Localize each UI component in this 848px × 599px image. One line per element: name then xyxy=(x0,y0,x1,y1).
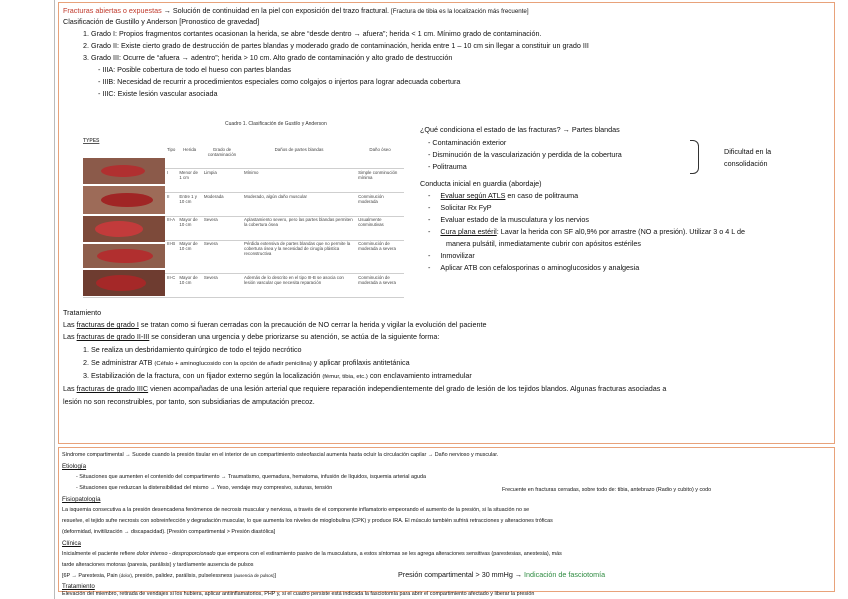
difficulty-line-1: Dificultad en la xyxy=(724,147,772,156)
page-margin-line xyxy=(54,0,55,599)
conduct-cura-line2: manera pulsátil, inmediatamente cubrir con apósitos estériles xyxy=(446,239,641,248)
treatment-step-3 xyxy=(83,372,472,381)
physiopathology-2: resuelve, el tejido sufre necrosis con sobreinfección y degradación muscular, lo que aumenta los niveles de mioglobulina (CPK) y produce IRA. El músculo también sufrirá retracciones y alteraciones tróficas xyxy=(62,518,553,524)
table-cell: Pérdida extensiva de partes blandas que no permite la cobertura ósea y la necesidad de cirugía plástica reconstructiva xyxy=(242,240,356,274)
six-p-c: , presión, palidez, parálisis, pulselessness xyxy=(131,573,234,579)
gustilo-table xyxy=(83,146,404,298)
six-p-d: (ausencia de pulsos) xyxy=(233,573,275,578)
title-note: [Fractura de tibia es la localización más frecuente] xyxy=(391,8,529,15)
table-cell: II xyxy=(165,193,177,217)
grade-1-underlined: fracturas de grado I xyxy=(76,320,139,329)
brace-bracket xyxy=(690,140,699,174)
col-contaminacion: Grado de contaminación xyxy=(202,146,242,169)
treatment-grade-3c xyxy=(63,385,666,393)
soft-tissue-question: ¿Qué condiciona el estado de las fracturas? → Partes blandas xyxy=(420,125,620,134)
bullet: - xyxy=(428,263,431,272)
step-3-note: (fémur, tibia, etc.) xyxy=(322,374,368,380)
table-cell: Conminución de moderada a severa xyxy=(356,274,404,298)
etiology-1: - Situaciones que aumenten el contenido del compartimento → Traumatismo, quemadura, hematoma, infusión de líquidos, isquemia arterial aguda xyxy=(76,474,426,480)
clinical-2: tarde alteraciones motoras (paresia, parálisis) y tardíamente ausencia de pulsos xyxy=(62,562,254,568)
bullet: - xyxy=(428,203,431,212)
classification-heading: Clasificación de Gustillo y Anderson [Pronostico de gravedad] xyxy=(63,17,260,26)
physiopathology-3: (deformidad, invitilización → discapacidad). [Presión compartimental > Presión diastólica] xyxy=(62,529,276,535)
pressure-text: Presión compartimental > 30 mmHg → xyxy=(398,570,523,579)
table-cell: Mayor de 10 cm xyxy=(177,216,201,240)
table-cell: Simple conminución mínima xyxy=(356,169,404,193)
table-cell: Además de lo descrito en el tipo III-B se asocia con lesión vascular que necesita reparación xyxy=(242,274,356,298)
col-dano-oseo: Daño óseo xyxy=(356,146,404,169)
conduct-cura xyxy=(428,228,745,236)
open-fractures-title xyxy=(63,7,529,15)
conduct-immobilize xyxy=(428,252,475,260)
wound-photos-icon xyxy=(83,146,165,296)
conduct-atls xyxy=(428,192,578,200)
frequency-note: Frecuente en fracturas cerradas, sobre todo de: tibia, antebrazo (Radio y cubito) y codo xyxy=(502,487,712,493)
treatment-grade-2-3 xyxy=(63,333,439,341)
cura-rest: : Lavar la herida con SF al0,9% por arrastre (NO a presión). Utilizar 3 o 4 L de xyxy=(496,227,745,236)
conduct-rx xyxy=(428,204,492,212)
treatment-step-2 xyxy=(83,359,410,368)
table-cell: Mínimo xyxy=(242,169,356,193)
six-p-a: [6P → Parestesia, Pain xyxy=(62,573,120,579)
table-cell: III-A xyxy=(165,216,177,240)
physiopathology-heading: Fisiopatología xyxy=(62,496,101,503)
compartment-intro: Síndrome compartimental → Sucede cuando la presión tisular en el interior de un compartimiento osteofascial aumenta hasta ocluir la circulación capilar → Daño nervioso y muscular. xyxy=(62,452,499,458)
text-rest: vienen acompañadas de una lesión arterial que requiere reparación independientemente del grado de lesión de los tejidos blandos. Algunas fracturas asociadas a xyxy=(148,384,667,393)
bullet: - xyxy=(428,227,431,236)
atls-rest: en caso de politrauma xyxy=(505,191,579,200)
grade-3: 3. Grado III: Ocurre de “afuera → adentro”; herida > 10 cm. Alto grado de contaminación y alto grado de destrucción xyxy=(83,53,453,62)
table-cell: Mayor de 10 cm xyxy=(177,274,201,298)
factor-vascularization: - Disminución de la vascularización y perdida de la cobertura xyxy=(428,150,622,159)
step-3-a: 3. Estabilización de la fractura, con un fijador externo según la localización xyxy=(83,371,323,380)
muscle-text: Evaluar estado de la musculatura y los nervios xyxy=(440,215,590,224)
clinical-1-a: Inicialmente el paciente refiere xyxy=(62,551,137,557)
col-partes-blandas: Daños de partes blandas xyxy=(242,146,356,169)
immobilize-text: Inmovilizar xyxy=(440,251,475,260)
table-cell: Aplastamiento severo, pero las partes blandas permiten la cobertura ósea xyxy=(242,216,356,240)
fasciotomy-indication: Indicación de fasciotomía xyxy=(522,570,606,579)
table-cell: Menor de 1 cm xyxy=(177,169,201,193)
table-header-row xyxy=(83,146,404,169)
table-cell: Conminución moderada xyxy=(356,193,404,217)
step-2-a: 2. Se administrar ATB xyxy=(83,358,155,367)
bullet: - xyxy=(428,191,431,200)
table-cell: III-B xyxy=(165,240,177,274)
table-cell: Moderado, algún daño muscular xyxy=(242,193,356,217)
subgrade-3b: - IIIB: Necesidad de recurrir a procedimientos especiales como colgajos o injertos para lograr adecuada cobertura xyxy=(98,77,461,86)
table-cell: Moderada xyxy=(202,193,242,217)
bullet: - xyxy=(428,215,431,224)
table-cell: Mayor de 10 cm xyxy=(177,240,201,274)
subgrade-3c: - IIIC: Existe lesión vascular asociada xyxy=(98,89,218,98)
title-definition: → Solución de continuidad en la piel con exposición del trazo fractural. xyxy=(163,6,390,15)
table-cell: I xyxy=(165,169,177,193)
six-p-e: ] xyxy=(274,573,276,579)
etiology-heading: Etiología xyxy=(62,463,87,470)
types-label: TYPES xyxy=(83,138,100,144)
grade-1: 1. Grado I: Propios fragmentos cortantes ocasionan la herida, se abre “desde dentro → afuera”; herida < 1 cm. Mínimo grado de contaminación. xyxy=(83,29,542,38)
rx-text: Solicitar Rx FyP xyxy=(440,203,492,212)
step-2-note: (Céfalo + aminoglucosido con la opción de añadir penicilina) xyxy=(154,361,312,367)
difficulty-line-2: consolidación xyxy=(724,159,768,168)
cura-underlined: Cura plana estéril xyxy=(440,227,497,236)
step-2-c: y aplicar profilaxis antitetánica xyxy=(311,358,410,367)
col-herida: Herida xyxy=(177,146,201,169)
compartment-treatment-heading: Tratamiento xyxy=(62,583,95,590)
wound-photos xyxy=(83,146,165,298)
subgrade-3a: - IIIA: Posible cobertura de todo el hueso con partes blandas xyxy=(98,65,291,74)
table-cell: Conminución de moderada a severa xyxy=(356,240,404,274)
table-cell: III-C xyxy=(165,274,177,298)
etiology-2: - Situaciones que reduzcan la distensibilidad del mismo → Yeso, vendaje muy compresivo, suturas, tensión xyxy=(76,485,333,491)
clinical-1 xyxy=(62,551,562,557)
grade-2-3-underlined: fracturas de grado II-III xyxy=(76,332,150,341)
clinical-1-c: que empeora con el estiramiento pasivo de la musculatura, a estos síntomas se les agrega alteraciones sensitivas (parestesias, anestesia), más xyxy=(215,551,562,557)
table-cell: Severa xyxy=(202,216,242,240)
treatment-grade-1 xyxy=(63,321,487,329)
pressure-indication xyxy=(398,571,605,579)
conduct-muscle xyxy=(428,216,589,224)
table-cell: Severa xyxy=(202,240,242,274)
text-rest: se tratan como si fueran cerradas con la precaución de NO cerrar la herida y vigilar la evolución del paciente xyxy=(138,320,487,329)
bullet: - xyxy=(428,251,431,260)
table-cell: Limpia xyxy=(202,169,242,193)
text-prefix: Las xyxy=(63,320,77,329)
atls-underlined: Evaluar según ATLS xyxy=(440,191,506,200)
text-rest: se consideran una urgencia y debe priorizarse su atención, se actúa de la siguiente forma: xyxy=(149,332,440,341)
clinical-6p xyxy=(62,573,276,579)
compartment-treatment: Elevación del miembro, retirada de vendajes si los hubiera, aplicar antiinflamatorios, PHP y, si el cuadro persiste está indicada la fasciotomía para abrir el compartimiento afectado y liberar la presión xyxy=(62,591,535,597)
table-cell: Usualmente conminutivas xyxy=(356,216,404,240)
physiopathology-1: La isquemia consecutiva a la presión desencadena fenómenos de necrosis muscular y nerviosa, a través de el componente inflamatorio empeorando el aumento de la presión, si la situación no se xyxy=(62,507,530,513)
text-prefix: Las xyxy=(63,384,77,393)
factor-polytrauma: - Politrauma xyxy=(428,162,467,171)
treatment-step-1: 1. Se realiza un desbridamiento quirúrgico de todo el tejido necrótico xyxy=(83,345,302,354)
treatment-heading: Tratamiento xyxy=(63,308,102,317)
conduct-atb xyxy=(428,264,639,272)
title-highlight: Fracturas abiertas o expuestas xyxy=(63,6,162,15)
grade-3c-underlined: fracturas de grado IIIC xyxy=(76,384,149,393)
treatment-amputation: lesión no son reconstruibles, por tanto, son subsidiarias de amputación precoz. xyxy=(63,397,315,406)
factor-contamination: - Contaminación exterior xyxy=(428,138,507,147)
step-3-c: con enclavamiento intramedular xyxy=(367,371,472,380)
atb-text: Aplicar ATB con cefalosporinas o aminoglucosidos y analgesia xyxy=(440,263,640,272)
col-tipo: Tipo xyxy=(165,146,177,169)
clinical-1-italic: dolor intenso - desproporcionado xyxy=(136,551,216,557)
table-cell: Severa xyxy=(202,274,242,298)
text-prefix: Las xyxy=(63,332,77,341)
grade-2: 2. Grado II: Existe cierto grado de destrucción de partes blandas y moderado grado de contaminación, herida entre 1 – 10 cm sin llegar a constituir un grado III xyxy=(83,41,589,50)
clinical-heading: Clínica xyxy=(62,540,81,547)
six-p-b: (dolor) xyxy=(119,573,132,578)
figure-caption: Cuadro 1. Clasificación de Gustilo y Anderson xyxy=(225,121,327,127)
initial-conduct-heading: Conducta inicial en guardia (abordaje) xyxy=(420,179,542,188)
table-cell: Entre 1 y 10 cm xyxy=(177,193,201,217)
